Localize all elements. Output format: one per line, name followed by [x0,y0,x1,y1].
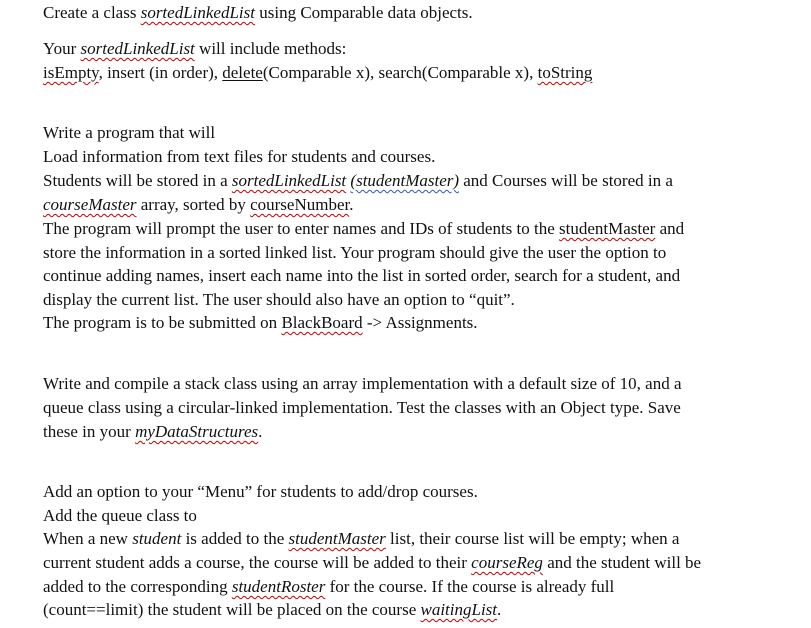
blackboard-term: BlackBoard [281,313,363,332]
text-run: array, sorted by [136,195,251,214]
field-coursenumber: courseNumber [250,195,350,214]
class-name-sortedlinkedlist: sortedLinkedList [80,39,195,58]
text-run: When a new [43,529,133,548]
text-run: these in your [43,422,136,441]
variable-studentroster: studentRoster [231,577,326,596]
variable-studentmaster: studentMaster [559,219,656,238]
variable-studentmaster: studentMaster [288,529,386,548]
method-delete: delete [222,63,263,82]
program-line-8: display the current list. The user should also have an option to “quit”. [43,290,515,309]
text-run: Your [43,39,81,58]
text-run: -> Assignments. [362,313,478,332]
program-line-5 [43,217,684,241]
stack-line-3 [43,420,262,444]
stack-line-1: Write and compile a stack class using an array implementation with a default size of 10, and a [43,374,682,393]
program-line-3 [43,169,673,193]
variable-studentmaster: (studentMaster) [350,171,460,190]
menu-line-1: Add an option to your “Menu” for students to add/drop courses. [43,482,478,501]
method-tostring: toString [537,63,593,82]
intro-line-2 [43,37,346,61]
menu-line-6 [43,598,501,622]
text-run: . [349,195,354,214]
class-name-sortedlinkedlist: sortedLinkedList [140,3,255,22]
program-line-2: Load information from text files for students and courses. [43,147,436,166]
text-run: Create a class [43,3,141,22]
text-run: and the student will be [542,553,702,572]
program-line-1: Write a program that will [43,123,216,142]
text-run: (count==limit) the student will be placed on the course [43,600,421,619]
menu-line-3 [43,527,679,551]
variable-coursemaster: courseMaster [43,195,137,214]
text-run: . [497,600,502,619]
text-run: and [655,219,685,238]
text-run: for the course. If the course is already full [325,577,615,596]
variable-waitinglist: waitingList [420,600,498,619]
program-line-9 [43,311,478,335]
program-line-6: store the information in a sorted linked list. Your program should give the user the option to [43,243,667,262]
menu-line-5 [43,575,614,599]
stack-line-2: queue class using a circular-linked implementation. Test the classes with an Object type. Save [43,398,681,417]
intro-line-1 [43,1,473,25]
text-run: and Courses will be stored in a [459,171,673,190]
text-run: list, their course list will be empty; when a [385,529,680,548]
menu-line-4 [43,551,701,575]
method-isempty: isEmpty [43,63,99,82]
text-run: using Comparable data objects. [255,3,473,22]
text-run: . [258,422,263,441]
intro-line-3 [43,61,592,85]
text-run: is added to the [181,529,289,548]
class-name-sortedlinkedlist: sortedLinkedList [231,171,347,190]
program-line-4 [43,193,353,217]
text-run: Students will be stored in a [43,171,232,190]
text-run: The program is to be submitted on [43,313,282,332]
term-student: student [132,529,182,548]
menu-line-2: Add the queue class to [43,506,197,525]
text-run: (Comparable x), search(Comparable x), [262,63,538,82]
text-run: , insert (in order), [98,63,223,82]
text-run: current student adds a course, the course will be added to their [43,553,472,572]
program-line-7: continue adding names, insert each name into the list in sorted order, search for a student, and [43,266,681,285]
text-run: added to the corresponding [43,577,232,596]
package-mydatastructures: myDataStructures [135,422,259,441]
variable-coursereg: courseReg [471,553,543,572]
text-run: The program will prompt the user to enter names and IDs of students to the [43,219,560,238]
text-run: will include methods: [194,39,347,58]
